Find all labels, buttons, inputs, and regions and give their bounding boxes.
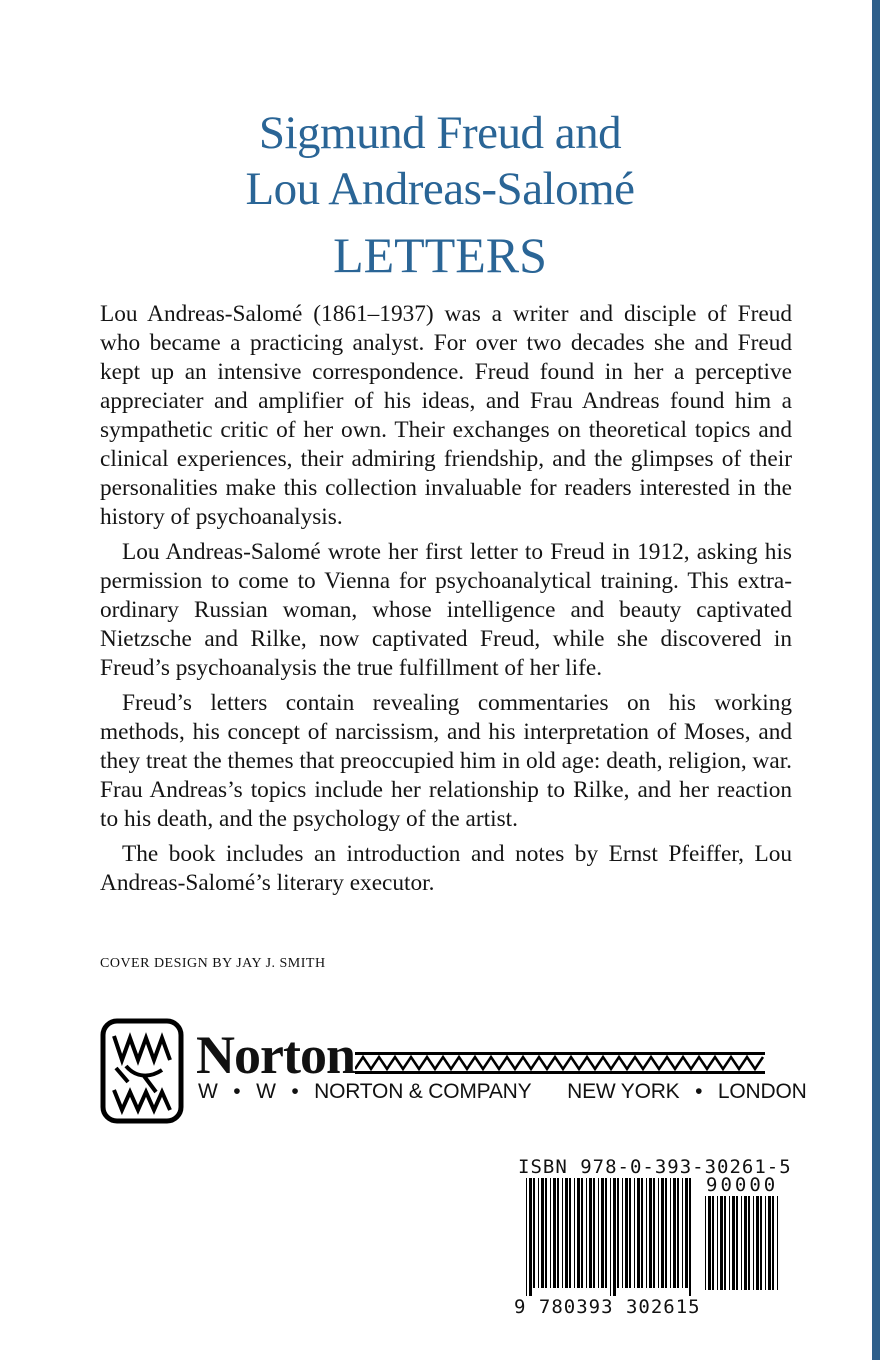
publisher-w1: W [198, 1080, 218, 1103]
barcode-bar [589, 1178, 592, 1288]
barcode-bar [622, 1178, 623, 1288]
barcode-bar [533, 1178, 535, 1288]
barcode-bar [756, 1196, 759, 1290]
barcode-bar [553, 1178, 556, 1288]
barcode-bar [605, 1178, 607, 1288]
barcode-bar [574, 1178, 575, 1288]
barcode-bar [653, 1178, 655, 1288]
blurb [100, 300, 792, 904]
barcode-bar [577, 1178, 580, 1288]
barcode-bar [617, 1178, 619, 1288]
decorative-border-icon [355, 1052, 765, 1074]
barcode-bar [557, 1178, 559, 1288]
barcode-bar [526, 1178, 527, 1296]
barcode-bar [646, 1178, 647, 1288]
barcode-bar [613, 1178, 616, 1296]
publisher-city-london: LONDON [717, 1080, 807, 1103]
barcode-bar [562, 1178, 563, 1288]
barcode-bar [586, 1178, 587, 1288]
barcode-bar [682, 1178, 683, 1288]
ean-number: 9 780393 302615 [514, 1296, 701, 1318]
barcode-bar [550, 1178, 551, 1288]
barcode-bar [777, 1196, 778, 1290]
barcode-bar [569, 1178, 571, 1288]
barcode-bar [670, 1178, 671, 1288]
barcode-bar [741, 1196, 742, 1290]
barcode-bar [538, 1178, 539, 1288]
barcode-bar [545, 1178, 547, 1288]
barcode-bar [689, 1178, 691, 1296]
barcode-bar [720, 1196, 723, 1290]
barcode-bar [541, 1178, 544, 1288]
publisher-name: Norton [196, 1025, 355, 1085]
barcode-bar [665, 1178, 667, 1288]
barcode-bar [708, 1196, 711, 1290]
barcode-bar [673, 1178, 676, 1288]
title-line-2: Lou Andreas-Salomé [245, 163, 635, 215]
barcode-addon-number: 90000 [706, 1174, 779, 1196]
barcode-bar [717, 1196, 718, 1290]
publisher-city-new-york: NEW YORK [567, 1080, 680, 1103]
barcode-bar [529, 1178, 532, 1296]
barcode-bar [634, 1178, 635, 1288]
publisher-company: NORTON & COMPANY [314, 1080, 532, 1103]
barcode-bar [772, 1196, 774, 1290]
barcode-bar [677, 1178, 679, 1288]
barcode-bar [685, 1178, 688, 1288]
barcode-bar [601, 1178, 604, 1288]
barcode-bar [593, 1178, 595, 1288]
separator-dot: • [233, 1080, 241, 1103]
barcode-bar [661, 1178, 664, 1288]
barcode-bar [744, 1196, 747, 1290]
norton-logo-icon [100, 1018, 184, 1124]
barcode-bar [729, 1196, 730, 1290]
barcode-bar [565, 1178, 568, 1288]
barcode-bar [637, 1178, 640, 1288]
blurb-paragraph-3: Freud’s letters contain revealing commentaries on his working methods, his concept of narcissism, and his interpretation of Moses, and they treat the themes that preoccupied him in old age: death, religion, war. Frau Andreas’s topics include her relationship to Rilke, and her reaction to his death, and the psychology of the artist. [100, 690, 792, 832]
barcode-bar [581, 1178, 583, 1288]
barcode-bar [641, 1178, 643, 1288]
barcode-bar [753, 1196, 754, 1290]
barcode-bar [765, 1196, 766, 1290]
barcode-bar [649, 1178, 652, 1288]
barcode-icon [524, 1178, 696, 1296]
title-line-1: Sigmund Freud and [258, 107, 622, 159]
isbn-text: ISBN 978-0-393-30261-5 [518, 1156, 792, 1178]
barcode-bar [610, 1178, 611, 1296]
barcode-bar [760, 1196, 762, 1290]
separator-dot: • [695, 1080, 703, 1103]
cover-design-credit: COVER DESIGN BY JAY J. SMITH [100, 956, 326, 971]
barcode-addon-icon [703, 1196, 783, 1290]
separator-dot: • [291, 1080, 299, 1103]
publisher-line [198, 1080, 807, 1104]
barcode-bar [724, 1196, 726, 1290]
barcode-bar [768, 1196, 771, 1290]
barcode-bar [625, 1178, 628, 1288]
barcode-bar [736, 1196, 738, 1290]
barcode-bar [748, 1196, 750, 1290]
barcode-bar [712, 1196, 714, 1290]
barcode-bar [598, 1178, 599, 1288]
barcode-bar [732, 1196, 735, 1290]
title-letters: LETTERS [333, 227, 547, 283]
barcode-bar [705, 1196, 706, 1290]
publisher-w2: W [256, 1080, 276, 1103]
blurb-paragraph-2: Lou Andreas-Salomé wrote her first letter to Freud in 1912, asking his permission to come to Vienna for psychoanalytical training. This extraordinary Russian woman, whose intelligence and beauty captivated Nietzsche and Rilke, now captivated Freud, while she discovered in Freud’s psychoanalysis the true fulfillment of her life. [100, 539, 792, 681]
blurb-paragraph-1: Lou Andreas-Salomé (1861–1937) was a writer and disciple of Freud who became a practicing analyst. For over two decades she and Freud kept up an intensive correspondence. Freud found in her a perceptive appreciater and amplifier of his ideas, and Frau Andreas found him a sympathetic critic of her own. Their exchanges on theoretical topics and clinical experiences, their admiring friendship, and the glimpses of their personalities make this collection invaluable for readers interested in the history of psychoanalysis. [100, 301, 792, 530]
barcode-bar [629, 1178, 631, 1288]
blurb-paragraph-4: The book includes an introduction and notes by Ernst Pfeiffer, Lou Andreas-Salomé’s literary executor. [100, 841, 792, 896]
barcode-bar [658, 1178, 659, 1288]
